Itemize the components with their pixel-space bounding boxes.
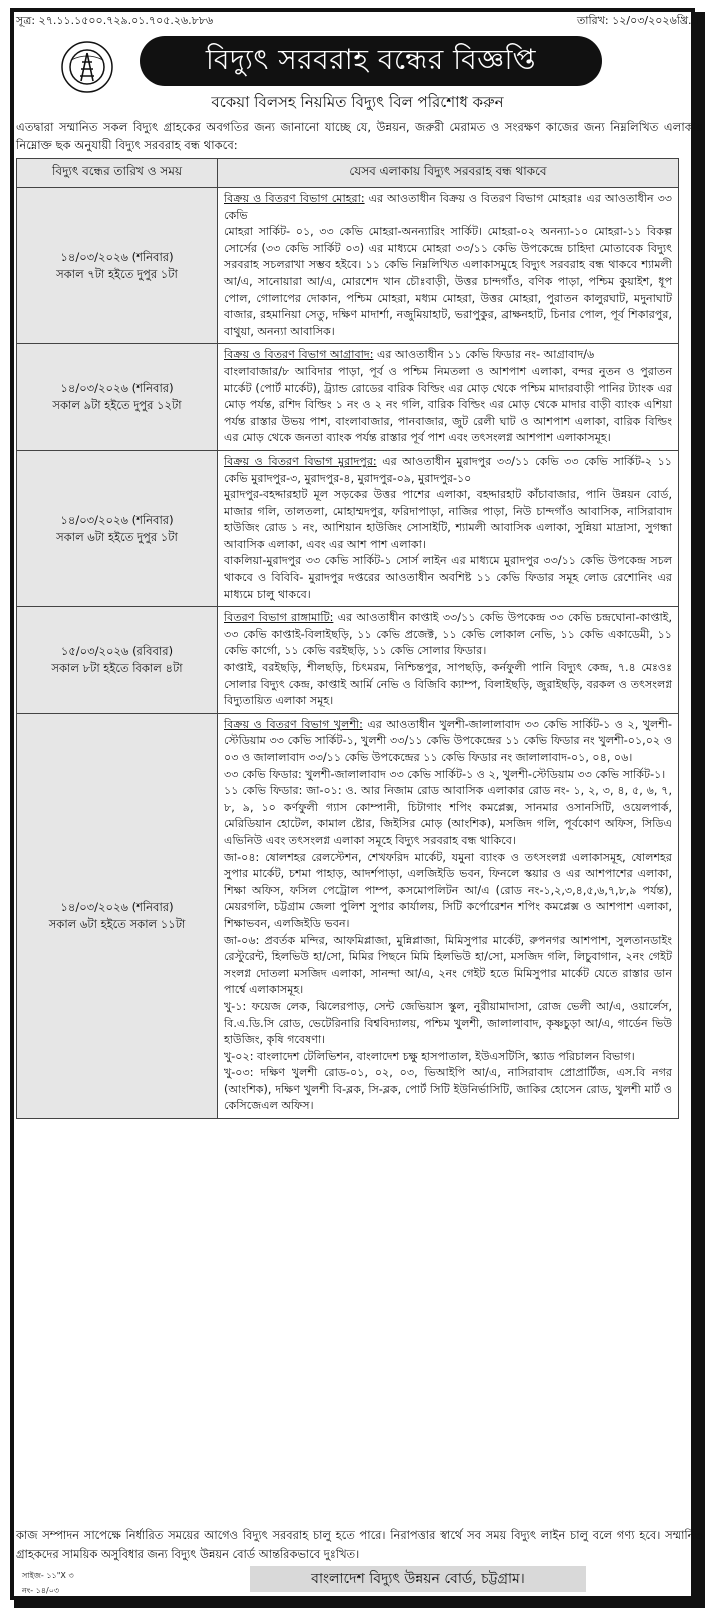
area-text: মুরাদপুর-বহদ্দারহাট মূল সড়কের উত্তর পাশের এলাকা, বহদ্দারহাট কাঁচাবাজার, পানি উন্নয়ন বোর্ড, মাজার গলি, তালতলা, মোহাম্মদপুর, ফরিদাপাড়া, নাজির পাড়া, নিউ চান্দগাঁও আবাসিক, নাসিরাবাদ হাউজিং রোড ১ নং, আশিয়ান হাউজিং সোসাইটি, শ্যামলী আবাসিক এলাকা, সুন্নিয়া মাদ্রাসা, সুগন্ধা আবাসিক এলাকা, এবং এর আশ পাশ এলাকা। bbox=[224, 488, 672, 551]
area-text: এর আওতাধীন বিক্রয় ও বিতরণ বিভাগ মোহরাঃ এর আওতাধীন ৩৩ কেভি bbox=[224, 192, 673, 222]
reference-number: সূত্র: ২৭.১১.১৫০০.৭২৯.০১.৭০৫.২৬.৮৮৬ bbox=[16, 14, 214, 27]
outage-date: ১৪/০৩/২০২৬ (শনিবার) bbox=[60, 899, 174, 914]
area-text: ১১ কেভি ফিডার: জা-০১: ও. আর নিজাম রোড আবাসিক এলাকার রোড নং- ১, ২, ৩, ৪, ৫, ৬, ৭, ৮, ৯, ১০ কর্ণফুলী গ্যাস কোম্পানী, চিটাগাং শপিং কমপ্লেক্স, সানমার ওসানসিটি, ওয়েলপার্ক, মেরিডিয়ান হোটেল, কামাল ষ্টোর, জিইসির মোড় (আংশিক), মসজিদ গলি, পূর্বকোণ অফিস, সিডিএ এভিনিউ এবং তৎসংলগ্ন এলাকা সমূহে বিদ্যুৎ সরবরাহ বন্ধ থাকিবে। bbox=[224, 784, 672, 847]
area-text: জা-০৪: ষোলশহর রেলস্টেশন, শেখফরিদ মার্কেট, যমুনা ব্যাংক ও তৎসংলগ্ন এলাকাসমূহ, ষোলশহর সুপার মার্কেট, চশমা পাহাড়, আদর্শপাড়া, এলজিইডি ভবন, ফিনলে স্কয়ার ও এর আশপাশের এলাকা, শিক্ষা অফিস, ফসিল পেট্রোল পাম্প, কসমোপলিটন আ/এ (রোড নং-১,২,৩,৪,৫,৬,৭,৮,৯ পর্যন্ত), মেয়রগলি, চট্টগ্রাম জেলা পুলিশ সুপার কার্যালয়, সিটি কর্পোরেশন শপিং কমপ্লেক্স ও আশপাশ এলাকা, শিক্ষাভবন, এলজিইডি ভবন। bbox=[224, 850, 672, 930]
outage-time: সকাল ৬টা হইতে দুপুর ১টা bbox=[56, 529, 178, 544]
ad-size: সাইজ- ১১"X ৩ bbox=[22, 1571, 74, 1580]
date-cell bbox=[17, 188, 218, 344]
bpdb-logo-icon bbox=[60, 40, 114, 94]
date-cell bbox=[17, 450, 218, 606]
area-text: খু-০২: বাংলাদেশ টেলিভিশন, বাংলাদেশ চক্ষু হাসপাতাল, ইউএসটিসি, স্ক্যাড পরিচালন বিভাগ। bbox=[224, 1049, 635, 1063]
area-text: এর আওতাধীন কাপ্তাই ৩৩/১১ কেভি উপকেন্দ্র ৩৩ কেভি চন্দ্রঘোনা-কাপ্তাই, ৩৩ কেভি কাপ্তাই-বিলাইছড়ি, ১১ কেভি প্রজেক্ট, ১১ কেভি লোকাল নেভি, ১১ কেভি একাডেমী, ১১ কেভি কার্গো, ১১ কেভি বরইছড়ি, ১১ কেভি সোলার ফিডার। bbox=[224, 611, 672, 658]
ad-number: নং- ১৪/০৩ bbox=[22, 1586, 60, 1595]
table-row bbox=[17, 713, 679, 1118]
outage-time: সকাল ৬টা হইতে সকাল ১১টা bbox=[48, 916, 186, 931]
notice-subtitle: বকেয়া বিলসহ নিয়মিত বিদ্যুৎ বিল পরিশোধ করুন bbox=[211, 93, 504, 111]
division-heading: বিক্রয় ও বিতরণ বিভাগ আগ্রাবাদ: bbox=[224, 348, 374, 362]
table-row bbox=[17, 607, 679, 714]
areas-cell bbox=[218, 713, 679, 1118]
area-text: বাংলাবাজার/৮ আবিদার পাড়া, পূর্ব ও পশ্চিম নিমতলা ও আশপাশ এলাকা, বন্দর নুতন ও পুরাতন মার্কেট (পোর্ট মার্কেট), ট্র্যান্ড রোডের বারিক বিল্ডিং এর মোড় থেকে পশ্চিম মাদারবাড়ী পানির ট্যাংক এর মোড় পর্যন্ত, রশিদ বিল্ডিং ১ নং ও ২ নং গলি, বারিক বিল্ডিং এর মোড় থেকে মাদার বাড়ী ব্যাংক এশিয়া পর্যন্ত রাস্তার উভয় পাশ, বাংলাবাজার, পানবাজার, জুট রেলী ঘাট ও আশপাশ এলাকা, বারিক বিল্ডিং এর মোড় থেকে জনতা ব্যাংক পর্যন্ত রাস্তার পূর্ব পাশ এবং তৎসংলগ্ন আশপাশ এলাকাসমূহ। bbox=[224, 364, 672, 445]
date-cell bbox=[17, 344, 218, 451]
outage-time: সকাল ৮টা হইতে বিকাল ৪টা bbox=[51, 661, 183, 676]
outage-time: সকাল ৯টা হইতে দুপুর ১২টা bbox=[52, 398, 182, 413]
issuer-signature: বাংলাদেশ বিদ্যুৎ উন্নয়ন বোর্ড, চট্টগ্রাম। bbox=[250, 1566, 586, 1592]
outage-schedule-table bbox=[16, 158, 679, 1119]
table-row bbox=[17, 344, 679, 451]
notice-title: বিদ্যুৎ সরবরাহ বন্ধের বিজ্ঞপ্তি bbox=[140, 36, 602, 86]
table-header-row bbox=[17, 159, 679, 188]
area-text: ৩৩ কেভি ফিডার: খুলশী-জালালাবাদ ৩৩ কেভি সার্কিট-১ ও ২, খুলশী-স্টেডিয়াম ৩৩ কেভি সার্কিট-১। bbox=[224, 767, 666, 781]
outage-date: ১৪/০৩/২০২৬ (শনিবার) bbox=[60, 512, 174, 527]
areas-cell bbox=[218, 607, 679, 714]
table-row bbox=[17, 188, 679, 344]
column-header-date: বিদ্যুৎ বন্ধের তারিখ ও সময় bbox=[17, 159, 218, 188]
area-text: বাকলিয়া-মুরাদপুর ৩৩ কেভি সার্কিট-১ সোর্স লাইন এর মাধ্যমে মুরাদপুর ৩৩/১১ কেভি উপকেন্দ্র সচল থাকবে ও বিবিবি- মুরাদপুর দপ্তরের আওতাধীন অবশিষ্ট ১১ কেভি ফিডার সমূহ লোড রেশোনিং এর মাধ্যমে চালু থাকবে। bbox=[224, 554, 672, 601]
areas-cell bbox=[218, 188, 679, 344]
outage-date: ১৪/০৩/২০২৬ (শনিবার) bbox=[60, 381, 174, 396]
ad-meta bbox=[22, 1568, 74, 1598]
notice-intro: এতদ্বারা সম্মানিত সকল বিদ্যুৎ গ্রাহকের অবগতির জন্য জানানো যাচ্ছে যে, উন্নয়ন, জরুরী মেরামত ও সংরক্ষণ কাজের জন্য নিম্নলিখিত এলাকায় নিম্নোক্ত ছক অনুযায়ী বিদ্যুৎ সরবরাহ বন্ধ থাকবে: bbox=[16, 120, 703, 152]
area-text: এর আওতাধীন খুলশী-জালালাবাদ ৩৩ কেভি সার্কিট-১ ও ২, খুলশী-স্টেডিয়াম ৩৩ কেভি সার্কিট-১, খুলশী ৩৩/১১ কেভি উপকেন্দ্রের ১১ কেভি ফিডার নং খুলশী-০১,০২ ও ০৩ ও জালালাবাদ ৩৩/১১ কেভি উপকেন্দ্রের ১১ কেভি ফিডার নং জালালাবাদ-০১, ০৪, ০৬। bbox=[224, 717, 673, 764]
table-row bbox=[17, 450, 679, 606]
notice-date: তারিখ: ১২/০৩/২০২৬খ্রি. । bbox=[577, 14, 699, 27]
division-heading: বিক্রয় ও বিতরণ বিভাগ খুলশী: bbox=[224, 717, 363, 731]
reference-line bbox=[16, 12, 699, 30]
footer-note: কাজ সম্পাদন সাপেক্ষে নির্ধারিত সময়ের আগেও বিদ্যুৎ সরবরাহ চালু হতে পারে। নিরাপত্তার স্বার্থে সব সময় বিদ্যুৎ লাইন চালু বলে গণ্য হবে। সম্মানিত গ্রাহকদের সাময়িক অসুবিধার জন্য বিদ্যুৎ উন্নয়ন বোর্ড আন্তরিকভাবে দুঃখিত। bbox=[16, 1528, 703, 1561]
areas-cell bbox=[218, 450, 679, 606]
division-heading: বিক্রয় ও বিতরণ বিভাগ মোহরা: bbox=[224, 192, 365, 205]
area-text: খু-০৩: দক্ষিণ খুলশী রোড-০১, ০২, ০৩, ভিআইপি আ/এ, নাসিরাবাদ প্রোপ্রার্টিজ, এস.বি নগর (আংশিক), দক্ষিণ খুলশী বি-ব্লক, সি-ব্লক, পোর্ট সিটি ইউনির্ভাসিটি, জাকির হোসেন রোড, খুলশী মার্ট ও কেসিজেএল অফিস। bbox=[224, 1066, 672, 1113]
date-cell bbox=[17, 713, 218, 1118]
outage-date: ১৪/০৩/২০২৬ (শনিবার) bbox=[60, 249, 174, 264]
date-cell bbox=[17, 607, 218, 714]
area-text: মোহরা সার্কিট- ০১, ৩৩ কেভি মোহরা-অনন্যারিং সার্কিট। মোহরা-০২ অনন্যা-১০ মোহরা-১১ বিকল্প সোর্সের (৩৩ কেভি সার্কিট ০৩) এর মাধ্যমে মোহরা ৩৩/১১ কেভি উপকেন্দ্রে চাহিদা মোতাবেক বিদ্যুৎ সরবরাহ সচলরাখা সম্ভব হইবে। ১১ কেভি নিম্নলিখিত এলাকাসমুহে বিদ্যুৎ সরবরাহ বন্ধ থাকবে শ্যামলী আ/এ, সানোয়ারা আ/এ, মোরশেদ খান চৌঃবাড়ী, উত্তর চান্দগাঁও, বণিক পাড়া, পশ্চিম কুয়াইশ, ধূপ পোল, গোলাপের দোকান, পশ্চিম মোহরা, মধ্যম মোহরা, উত্তর মোহরা, পুরাতন কালুরঘাট, মদুনাঘাট বাজার, রহমানিয়া সেতু, দক্ষিণ মাদার্শা, নজুমিয়াহাট, ভরাপুকুর, ব্রাক্ষনহাট, চিনার পোল, পূর্ব শিকারপুর, বাথুয়া, অনন্যা আবাসিক। bbox=[224, 225, 672, 338]
column-header-areas: যেসব এলাকায় বিদ্যুৎ সরবরাহ বন্ধ থাকবে bbox=[218, 159, 679, 188]
outage-date: ১৫/০৩/২০২৬ (রবিবার) bbox=[60, 644, 174, 659]
area-text: কাপ্তাই, বরইছড়ি, শীলছড়ি, চিৎমরম, নিশ্চিন্তপুর, সাপছড়ি, কর্নফুলী পানি বিদ্যুৎ কেন্দ্র, ৭.৪ মেঃওঃ সোলার বিদ্যুৎ কেন্দ্র, কাপ্তাই আর্মি নেভি ও বিজিবি ক্যাম্প, বিলাইছড়ি, জুরাইছড়ি, বরকল ও তৎসংলগ্ন বিদ্যুতায়িত এলাকা সমূহ। bbox=[224, 661, 672, 708]
division-heading: বিতরণ বিভাগ রাঙ্গামাটি: bbox=[224, 611, 334, 625]
outage-time: সকাল ৭টা হইতে দুপুর ১টা bbox=[56, 266, 178, 281]
area-text: খু-১: ফয়েজ লেক, ঝিলেরপাড়, সেন্ট জেভিয়াস স্কুল, নুরীয়ামাদাসা, রোজ ভেলী আ/এ, ওয়ার্লেস, বি.এ.ডি.সি রোড, ভেটেরিনারি বিশ্ববিদ্যালয়, পশ্চিম খুলশী, জালালাবাদ, কৃষ্ণচুড়া আ/এ, গার্ডেন ভিউ হাউজিং, কৃষি গবেষণা। bbox=[224, 999, 672, 1047]
area-text: এর আওতাধীন মুরাদপুর ৩৩/১১ কেভি ৩৩ কেভি সার্কিট-২ ১১ কেভি মুরাদপুর-৩, মুরাদপুর-৪, মুরাদপুর-০৯, মুরাদপুর-১০ bbox=[224, 454, 672, 485]
division-heading: বিক্রয় ও বিতরণ বিভাগ মুরাদপুর: bbox=[224, 454, 377, 468]
area-text: এর আওতাধীন ১১ কেভি ফিডার নং- আগ্রাবাদ/৬ bbox=[376, 348, 595, 362]
areas-cell bbox=[218, 344, 679, 451]
area-text: জা-০৬: প্রবর্তক মন্দির, আফমিপ্লাজা, মুন্নিপ্লাজা, মিমিসুপার মার্কেট, রুপনগর আশপাশ, সুলতানডাইং রেস্টুরেন্ট, হিলভিউ হা/সো, মিমির পিছনে মিমি হিলভিউ হা/সো, মসজিদ গলি, লিচুবাগান, ২নং গেইট সংলগ্ন দোতলা মসজিদ এলাকা, সানন্দা আ/এ, ২নং গেইট হতে মিমিসুপার মার্কেট যেতে রাস্তার ডান পার্শ্বে এলাকাসমূহ। bbox=[224, 933, 672, 997]
